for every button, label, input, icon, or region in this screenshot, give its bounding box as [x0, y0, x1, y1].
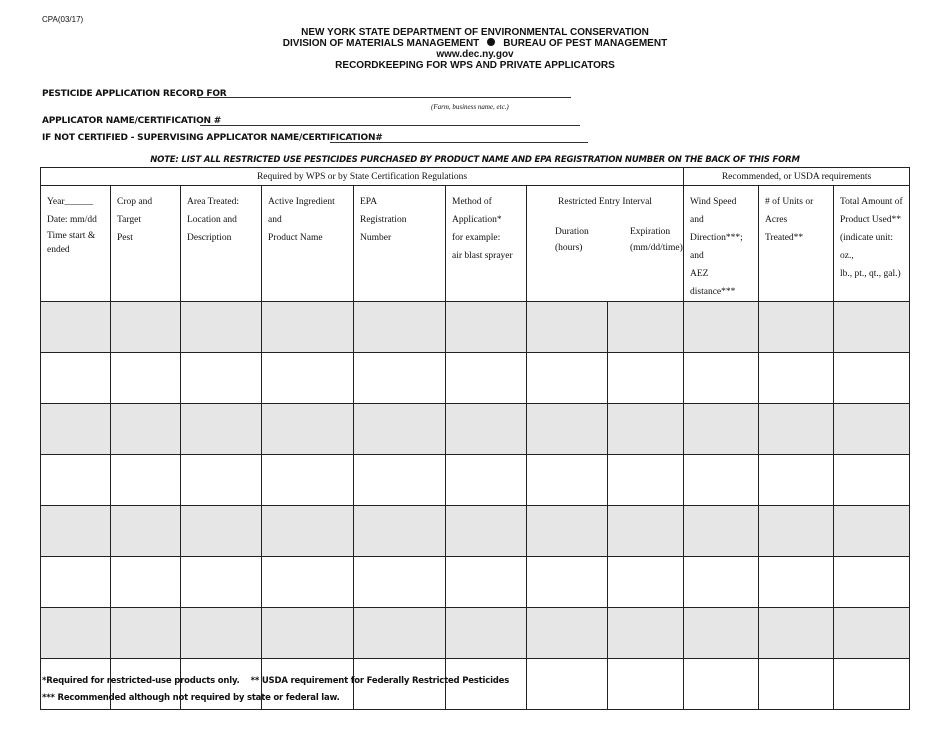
table-cell[interactable] — [684, 353, 759, 404]
rei-duration-l2: (hours) — [555, 243, 583, 253]
group-required: Required by WPS or by State Certification Regulations — [41, 168, 684, 186]
table-cell[interactable] — [111, 557, 181, 608]
table-cell[interactable] — [446, 557, 527, 608]
table-cell[interactable] — [446, 506, 527, 557]
table-cell[interactable] — [834, 506, 910, 557]
table-cell[interactable] — [41, 302, 111, 353]
table-cell[interactable] — [527, 455, 608, 506]
table-cell[interactable] — [181, 455, 262, 506]
supervising-field[interactable] — [330, 142, 588, 143]
table-cell[interactable] — [446, 455, 527, 506]
bureau-name: BUREAU OF PEST MANAGEMENT — [503, 38, 668, 49]
table-cell[interactable] — [759, 506, 834, 557]
table-cell[interactable] — [527, 659, 608, 710]
table-cell[interactable] — [181, 353, 262, 404]
table-cell[interactable] — [181, 302, 262, 353]
col-method-l4: air blast sprayer — [452, 251, 513, 261]
table-cell[interactable] — [446, 353, 527, 404]
table-cell[interactable] — [41, 404, 111, 455]
col-crop-l2: Pest — [117, 233, 133, 243]
rei-expiration-l2: (mm/dd/time) — [630, 243, 683, 253]
table-cell[interactable] — [608, 353, 684, 404]
table-row — [41, 302, 910, 353]
table-cell[interactable] — [759, 404, 834, 455]
website: www.dec.ny.gov — [436, 49, 514, 60]
table-cell[interactable] — [111, 455, 181, 506]
table-cell[interactable] — [41, 557, 111, 608]
application-record-table — [40, 167, 910, 710]
rei-expiration — [608, 224, 683, 256]
col-wind-l1: Wind Speed and — [690, 197, 737, 225]
table-cell[interactable] — [759, 608, 834, 659]
col-total-l2: Product Used** — [840, 215, 901, 225]
agency-title: NEW YORK STATE DEPARTMENT OF ENVIRONMENTAL CONSERVATION — [301, 27, 649, 38]
table-cell[interactable] — [111, 302, 181, 353]
table-cell[interactable] — [684, 506, 759, 557]
table-cell[interactable] — [354, 455, 446, 506]
col-year — [41, 186, 111, 302]
footnote-3: *** Recommended although not required by state or federal law. — [42, 693, 340, 703]
table-cell[interactable] — [41, 506, 111, 557]
table-cell[interactable] — [262, 608, 354, 659]
table-cell[interactable] — [684, 404, 759, 455]
table-cell[interactable] — [608, 557, 684, 608]
col-units-l1: # of Units or Acres — [765, 197, 814, 225]
table-cell[interactable] — [834, 557, 910, 608]
col-total — [834, 186, 910, 302]
table-cell[interactable] — [111, 404, 181, 455]
rei-title: Restricted Entry Interval — [558, 197, 652, 207]
col-total-l4: lb., pt., qt., gal.) — [840, 269, 901, 279]
table-cell[interactable] — [527, 404, 608, 455]
table-cell[interactable] — [834, 659, 910, 710]
table-cell[interactable] — [354, 302, 446, 353]
table-cell[interactable] — [354, 404, 446, 455]
bullet-icon — [487, 38, 495, 46]
note: NOTE: LIST ALL RESTRICTED USE PESTICIDES PURCHASED BY PRODUCT NAME AND EPA REGISTRATION NUMBER ON THE BACK OF THIS FORM — [150, 155, 800, 165]
col-area-l2: Location and — [187, 215, 237, 225]
table-cell[interactable] — [759, 353, 834, 404]
table-cell[interactable] — [527, 608, 608, 659]
table-cell[interactable] — [608, 404, 684, 455]
table-row — [41, 455, 910, 506]
table-cell[interactable] — [759, 455, 834, 506]
col-area-l3: Description — [187, 233, 232, 243]
table-cell[interactable] — [41, 608, 111, 659]
table-cell[interactable] — [446, 608, 527, 659]
table-cell[interactable] — [759, 557, 834, 608]
table-cell[interactable] — [354, 353, 446, 404]
col-active-l2: Product Name — [268, 233, 323, 243]
col-units-l2: Treated** — [765, 233, 804, 243]
rei-expiration-l1: Expiration — [630, 227, 671, 237]
applicator-label: APPLICATOR NAME/CERTIFICATION # — [42, 116, 222, 126]
table-cell[interactable] — [262, 557, 354, 608]
table-cell[interactable] — [527, 353, 608, 404]
table-cell[interactable] — [181, 557, 262, 608]
col-year-l1: Year______ — [47, 197, 94, 207]
col-rei — [527, 186, 684, 302]
table-row — [41, 353, 910, 404]
table-cell[interactable] — [684, 608, 759, 659]
col-epa-l1: EPA — [360, 197, 378, 207]
table-cell[interactable] — [527, 557, 608, 608]
form-header — [0, 27, 950, 71]
col-active-l1: Active Ingredient and — [268, 197, 335, 225]
col-year-l4: ended — [47, 245, 70, 255]
table-cell[interactable] — [262, 404, 354, 455]
record-for-label: PESTICIDE APPLICATION RECORD FOR — [42, 89, 227, 99]
group-recommended: Recommended, or USDA requirements — [684, 168, 910, 186]
table-cell[interactable] — [354, 557, 446, 608]
table-cell[interactable] — [834, 353, 910, 404]
col-method-l1: Method of — [452, 197, 492, 207]
table-cell[interactable] — [834, 302, 910, 353]
table-cell[interactable] — [608, 455, 684, 506]
table-cell[interactable] — [527, 302, 608, 353]
col-area — [181, 186, 262, 302]
table-cell[interactable] — [608, 608, 684, 659]
table-cell[interactable] — [262, 302, 354, 353]
table-cell[interactable] — [834, 455, 910, 506]
table-row — [41, 557, 910, 608]
col-year-l3: Time start & — [47, 231, 96, 241]
table-cell[interactable] — [41, 353, 111, 404]
col-epa — [354, 186, 446, 302]
rei-duration — [527, 224, 608, 256]
table-cell[interactable] — [446, 404, 527, 455]
table-cell[interactable] — [181, 506, 262, 557]
footnote-1: *Required for restricted-use products only. — [42, 676, 240, 686]
table-cell[interactable] — [181, 608, 262, 659]
applicator-field[interactable] — [200, 125, 580, 126]
table-cell[interactable] — [111, 506, 181, 557]
col-total-l1: Total Amount of — [840, 197, 903, 207]
table-cell[interactable] — [684, 659, 759, 710]
table-cell[interactable] — [111, 353, 181, 404]
table-cell[interactable] — [354, 506, 446, 557]
table-row — [41, 404, 910, 455]
col-year-l2: Date: mm/dd — [47, 215, 97, 225]
table-cell[interactable] — [446, 302, 527, 353]
supervising-label: IF NOT CERTIFIED - SUPERVISING APPLICATOR NAME/CERTIFICATION# — [42, 133, 383, 143]
table-row — [41, 506, 910, 557]
col-area-l1: Area Treated: — [187, 197, 239, 207]
col-epa-l2: Registration — [360, 215, 407, 225]
table-cell[interactable] — [608, 659, 684, 710]
col-units — [759, 186, 834, 302]
col-crop-l1: Crop and Target — [117, 197, 153, 225]
division-name: DIVISION OF MATERIALS MANAGEMENT — [282, 38, 480, 49]
col-wind-l3: AEZ distance*** — [690, 269, 736, 297]
table-cell[interactable] — [684, 455, 759, 506]
col-wind — [684, 186, 759, 302]
table-cell[interactable] — [262, 353, 354, 404]
table-cell[interactable] — [608, 506, 684, 557]
table-cell[interactable] — [111, 608, 181, 659]
col-method — [446, 186, 527, 302]
table-cell[interactable] — [354, 608, 446, 659]
table-row — [41, 608, 910, 659]
table-cell[interactable] — [834, 404, 910, 455]
table-cell[interactable] — [684, 557, 759, 608]
table-cell[interactable] — [834, 608, 910, 659]
col-total-l3: (indicate unit: oz., — [840, 233, 894, 261]
table-cell[interactable] — [181, 404, 262, 455]
rei-duration-l1: Duration — [555, 227, 589, 237]
footnote-2: ** USDA requirement for Federally Restricted Pesticides — [250, 676, 510, 686]
table-cell[interactable] — [759, 302, 834, 353]
table-cell[interactable] — [527, 506, 608, 557]
table-cell[interactable] — [759, 659, 834, 710]
division-line — [0, 38, 950, 49]
form-title: RECORDKEEPING FOR WPS AND PRIVATE APPLICATORS — [335, 60, 615, 71]
record-for-field[interactable] — [198, 97, 571, 98]
record-for-hint: (Farm, business name, etc.) — [431, 103, 509, 111]
col-active — [262, 186, 354, 302]
col-method-l2: Application* — [452, 215, 502, 225]
table-cell[interactable] — [262, 506, 354, 557]
col-wind-l2: Direction***; and — [690, 233, 743, 261]
col-method-l3: for example: — [452, 233, 501, 243]
table-cell[interactable] — [262, 455, 354, 506]
footnote-line-1 — [42, 676, 509, 686]
table-cell[interactable] — [608, 302, 684, 353]
col-crop — [111, 186, 181, 302]
table-cell[interactable] — [41, 455, 111, 506]
form-code: CPA(03/17) — [42, 15, 84, 24]
col-epa-l3: Number — [360, 233, 392, 243]
table-cell[interactable] — [684, 302, 759, 353]
